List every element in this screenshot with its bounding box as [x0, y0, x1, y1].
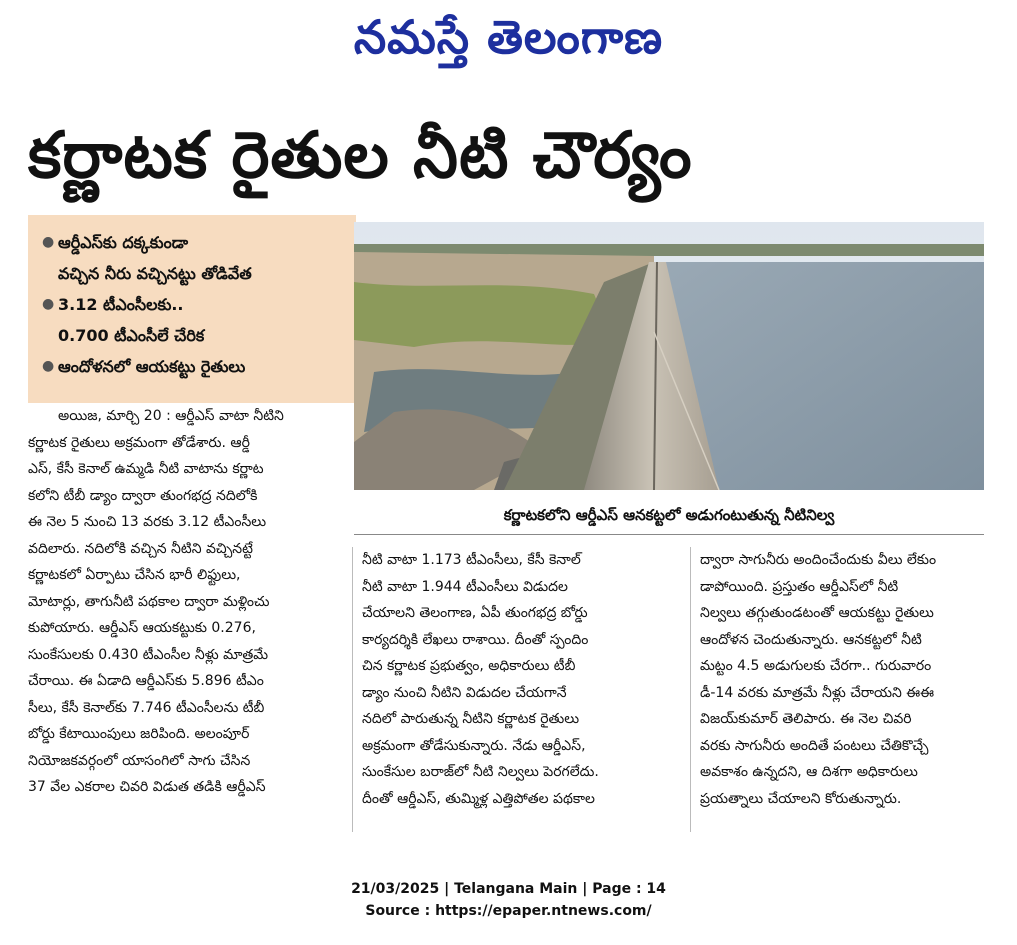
text-line: సీలు, కేసీ కెనాల్‌కు 7.746 టీఎంసీలను టీబీ: [28, 699, 265, 716]
text-line: 37 వేల ఎకరాల చివరి విడుత తడికి ఆర్డీఎస్: [28, 779, 266, 795]
dam-photo: [354, 222, 984, 490]
text-line: కుపోయారు. ఆర్డీఎస్ ఆయకట్టుకు 0.276,: [28, 620, 256, 636]
text-line: డ్యాం నుంచి నీటిని విడుదల చేయగానే: [362, 684, 567, 701]
text-line: డీ-14 వరకు మాత్రమే నీళ్లు చేరాయని ఈఈ: [700, 684, 935, 701]
newspaper-masthead: నమస్తే తెలంగాణ: [353, 10, 664, 64]
article-headline: కర్ణాటక రైతుల నీటి చౌర్యం: [28, 119, 693, 193]
highlight-line: వచ్చిన నీరు వచ్చినట్టు తోడివేత: [58, 264, 252, 283]
page-footer: [0, 878, 1017, 922]
text-line: కర్ణాటకలో ఏర్పాటు చేసిన భారీ లిఫ్టులు,: [28, 567, 241, 583]
text-line: మట్టం 4.5 అడుగులకు చేరగా.. గురువారం: [700, 658, 932, 674]
bullet-icon: ●: [42, 234, 55, 250]
column-divider: [352, 547, 353, 832]
text-line: కార్యదర్శికి లేఖలు రాశాయి. దీంతో స్పందిం: [362, 631, 589, 648]
text-line: ద్వారా సాగునీరు అందించేందుకు వీలు లేకుం: [700, 552, 937, 568]
text-line: చేయాలని తెలంగాణ, ఏపీ తుంగభద్ర బోర్డు: [362, 605, 588, 621]
text-line: ఆందోళన చెందుతున్నారు. ఆనకట్టలో నీటి: [700, 631, 922, 648]
article-column-3: [700, 547, 986, 812]
column-divider: [690, 547, 691, 832]
footer-source: Source : https://epaper.ntnews.com/: [365, 903, 652, 919]
highlight-item: [42, 289, 346, 351]
text-line: డాపోయింది. ప్రస్తుతం ఆర్డీఎస్‌లో నీటి: [700, 578, 899, 595]
caption-divider: [354, 534, 984, 535]
text-line: అవకాశం ఉన్నదని, ఆ దిశగా అధికారులు: [700, 764, 918, 780]
text-line: నీటి వాటా 1.173 టీఎంసీలు, కేసీ కెనాల్: [362, 552, 581, 568]
article-column-2: [362, 547, 674, 812]
text-line: వదిలారు. నదిలోకి వచ్చిన నీటిని వచ్చినట్టే: [28, 540, 253, 557]
text-line: దీంతో ఆర్డీఎస్, తుమ్మిళ్ల ఎత్తిపోతల పథకాల: [362, 790, 595, 807]
text-line: ఎస్, కేసీ కెనాల్ ఉమ్మడి నీటి వాటాను కర్ణాట: [28, 461, 264, 477]
text-line: నిల్వలు తగ్గుతుండటంతో ఆయకట్టు రైతులు: [700, 605, 934, 621]
highlight-item: [42, 227, 346, 289]
article-column-1: [28, 403, 346, 801]
text-line: నియోజకవర్గంలో యాసంగిలో సాగు చేసిన: [28, 752, 251, 769]
text-line: బోర్డు కేటాయింపులు జరిపింది. అలంపూర్: [28, 726, 250, 742]
bullet-icon: ●: [42, 296, 55, 312]
text-line: విజయ్‌కుమార్ తెలిపారు. ఈ నెల చివరి: [700, 711, 912, 727]
highlight-line: ఆందోళనలో ఆయకట్టు రైతులు: [58, 357, 246, 376]
text-line: నీటి వాటా 1.944 టీఎంసీలు విడుదల: [362, 578, 568, 595]
text-line: ప్రయత్నాలు చేయాలని కోరుతున్నారు.: [700, 790, 902, 807]
text-line: సుంకేసుల బరాజ్‌లో నీటి నిల్వలు పెరగలేదు.: [362, 764, 599, 780]
text-line: చిన కర్ణాటక ప్రభుత్వం, అధికారులు టీబీ: [362, 658, 576, 674]
text-line: అక్రమంగా తోడేసుకున్నారు. నేడు ఆర్డీఎస్,: [362, 737, 586, 754]
highlight-line: 0.700 టీఎంసీలే చేరిక: [58, 326, 205, 345]
photo-caption: కర్ణాటకలోని ఆర్డీఎస్ ఆనకట్టలో అడుగంటుతున్న నీటినిల్వ: [503, 506, 835, 524]
text-line: సుంకేసులకు 0.430 టీఎంసీల నీళ్లు మాత్రమే: [28, 646, 269, 663]
bullet-icon: ●: [42, 358, 55, 374]
text-line: ఈ నెల 5 నుంచి 13 వరకు 3.12 టీఎంసీలు: [28, 514, 267, 530]
text-line: కలోని టీబీ డ్యాం ద్వారా తుంగభద్ర నదిలోకి: [28, 487, 258, 504]
highlights-box: [28, 215, 356, 403]
text-line: వరకు సాగునీరు అందితే పంటలు చేతికొచ్చే: [700, 737, 929, 754]
text-line: నదిలో పారుతున్న నీటిని కర్ణాటక రైతులు: [362, 711, 580, 727]
text-line: మోటార్లు, తాగునీటి పథకాల ద్వారా మళ్లించు: [28, 593, 270, 610]
footer-date-page: 21/03/2025 | Telangana Main | Page : 14: [351, 881, 666, 897]
highlight-line: ఆర్డీఎస్‌కు దక్కకుండా: [58, 233, 189, 252]
text-line: చేరాయి. ఈ ఏడాది ఆర్డీఎస్‌కు 5.896 టీఎం: [28, 673, 264, 689]
text-line: కర్ణాటక రైతులు అక్రమంగా తోడేశారు. ఆర్డీ: [28, 434, 250, 451]
highlight-line: 3.12 టీఎంసీలకు..: [58, 295, 184, 314]
text-line: అయిజ, మార్చి 20 : ఆర్డీఎస్ వాటా నీటిని: [58, 408, 284, 424]
highlight-item: [42, 351, 346, 382]
